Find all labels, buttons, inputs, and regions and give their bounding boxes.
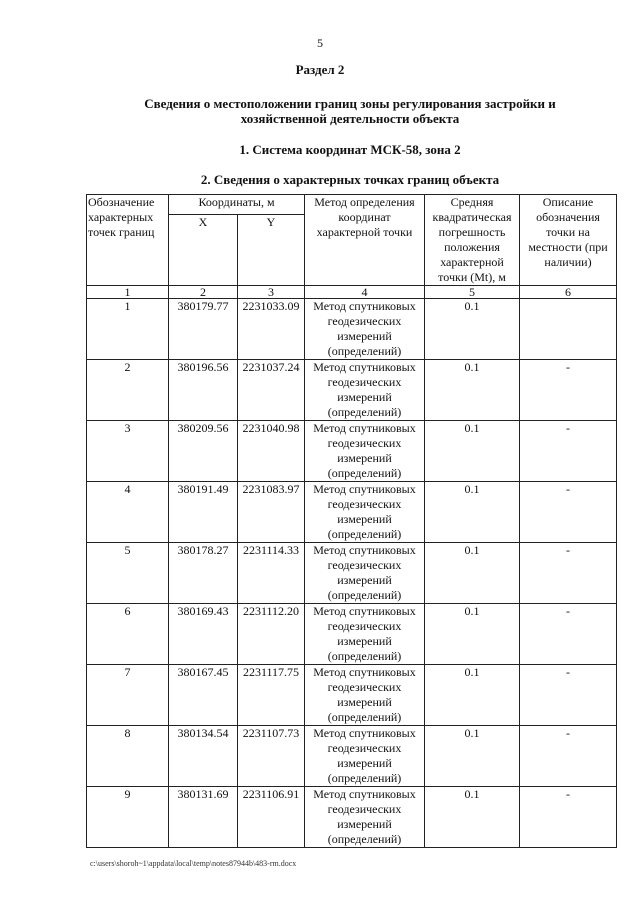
x-cell: 380196.56	[169, 360, 238, 421]
point-cell: 7	[87, 665, 169, 726]
x-cell: 380167.45	[169, 665, 238, 726]
method-cell: Метод спутниковых геодезических измерений (определений)	[305, 787, 425, 848]
x-cell: 380209.56	[169, 421, 238, 482]
table-row	[87, 360, 617, 421]
page-number: 5	[317, 36, 323, 50]
column-number: 5	[425, 286, 520, 299]
point-cell: 3	[87, 421, 169, 482]
column-number-row	[87, 286, 617, 299]
column-number: 6	[520, 286, 617, 299]
header-coords: Координаты, м	[169, 195, 305, 215]
header-x: X	[169, 215, 238, 286]
point-cell: 6	[87, 604, 169, 665]
point-cell: 8	[87, 726, 169, 787]
x-cell: 380178.27	[169, 543, 238, 604]
x-cell: 380179.77	[169, 299, 238, 360]
point-cell: 5	[87, 543, 169, 604]
footer-file-path: c:\users\shoroh~1\appdata\local\temp\notes87944b\483-rm.docx	[90, 859, 297, 868]
table-row	[87, 482, 617, 543]
header-method: Метод определения координат характерной точки	[305, 195, 425, 286]
point-cell: 4	[87, 482, 169, 543]
column-number: 4	[305, 286, 425, 299]
error-cell: 0.1	[425, 665, 520, 726]
error-cell: 0.1	[425, 482, 520, 543]
point-cell: 1	[87, 299, 169, 360]
header-point: Обозначение характерных точек границ	[87, 195, 169, 286]
description-cell	[520, 299, 617, 360]
table-row	[87, 421, 617, 482]
method-cell: Метод спутниковых геодезических измерений (определений)	[305, 665, 425, 726]
description-cell: -	[520, 421, 617, 482]
x-cell: 380134.54	[169, 726, 238, 787]
column-number: 3	[238, 286, 305, 299]
description-cell: -	[520, 482, 617, 543]
y-cell: 2231037.24	[238, 360, 305, 421]
table-row	[87, 299, 617, 360]
coordinate-system-heading: 1. Система координат МСК-58, зона 2	[239, 142, 461, 157]
y-cell: 2231040.98	[238, 421, 305, 482]
x-cell: 380131.69	[169, 787, 238, 848]
error-cell: 0.1	[425, 543, 520, 604]
description-cell: -	[520, 543, 617, 604]
table-row	[87, 604, 617, 665]
method-cell: Метод спутниковых геодезических измерений (определений)	[305, 299, 425, 360]
header-y: Y	[238, 215, 305, 286]
error-cell: 0.1	[425, 726, 520, 787]
y-cell: 2231107.73	[238, 726, 305, 787]
x-cell: 380191.49	[169, 482, 238, 543]
method-cell: Метод спутниковых геодезических измерений (определений)	[305, 482, 425, 543]
error-cell: 0.1	[425, 604, 520, 665]
error-cell: 0.1	[425, 421, 520, 482]
column-number: 1	[87, 286, 169, 299]
section-title: Раздел 2	[295, 62, 345, 77]
error-cell: 0.1	[425, 299, 520, 360]
method-cell: Метод спутниковых геодезических измерений (определений)	[305, 604, 425, 665]
x-cell: 380169.43	[169, 604, 238, 665]
y-cell: 2231114.33	[238, 543, 305, 604]
error-cell: 0.1	[425, 787, 520, 848]
y-cell: 2231083.97	[238, 482, 305, 543]
description-cell: -	[520, 360, 617, 421]
error-cell: 0.1	[425, 360, 520, 421]
method-cell: Метод спутниковых геодезических измерений (определений)	[305, 543, 425, 604]
description-cell: -	[520, 604, 617, 665]
method-cell: Метод спутниковых геодезических измерений (определений)	[305, 421, 425, 482]
points-table	[86, 194, 617, 848]
y-cell: 2231106.91	[238, 787, 305, 848]
table-row	[87, 543, 617, 604]
method-cell: Метод спутниковых геодезических измерений (определений)	[305, 726, 425, 787]
header-error: Средняя квадратическая погрешность положения характерной точки (Mt), м	[425, 195, 520, 286]
y-cell: 2231117.75	[238, 665, 305, 726]
point-cell: 9	[87, 787, 169, 848]
description-cell: -	[520, 665, 617, 726]
points-heading: 2. Сведения о характерных точках границ объекта	[200, 172, 500, 187]
header-row	[87, 195, 617, 215]
section-subtitle: Сведения о местоположении границ зоны регулирования застройки и хозяйственной деятельности объекта	[144, 96, 556, 126]
y-cell: 2231112.20	[238, 604, 305, 665]
point-cell: 2	[87, 360, 169, 421]
description-cell: -	[520, 726, 617, 787]
y-cell: 2231033.09	[238, 299, 305, 360]
description-cell: -	[520, 787, 617, 848]
column-number: 2	[169, 286, 238, 299]
table-row	[87, 665, 617, 726]
table-row	[87, 787, 617, 848]
table-row	[87, 726, 617, 787]
method-cell: Метод спутниковых геодезических измерений (определений)	[305, 360, 425, 421]
header-description: Описание обозначения точки на местности (при наличии)	[520, 195, 617, 286]
